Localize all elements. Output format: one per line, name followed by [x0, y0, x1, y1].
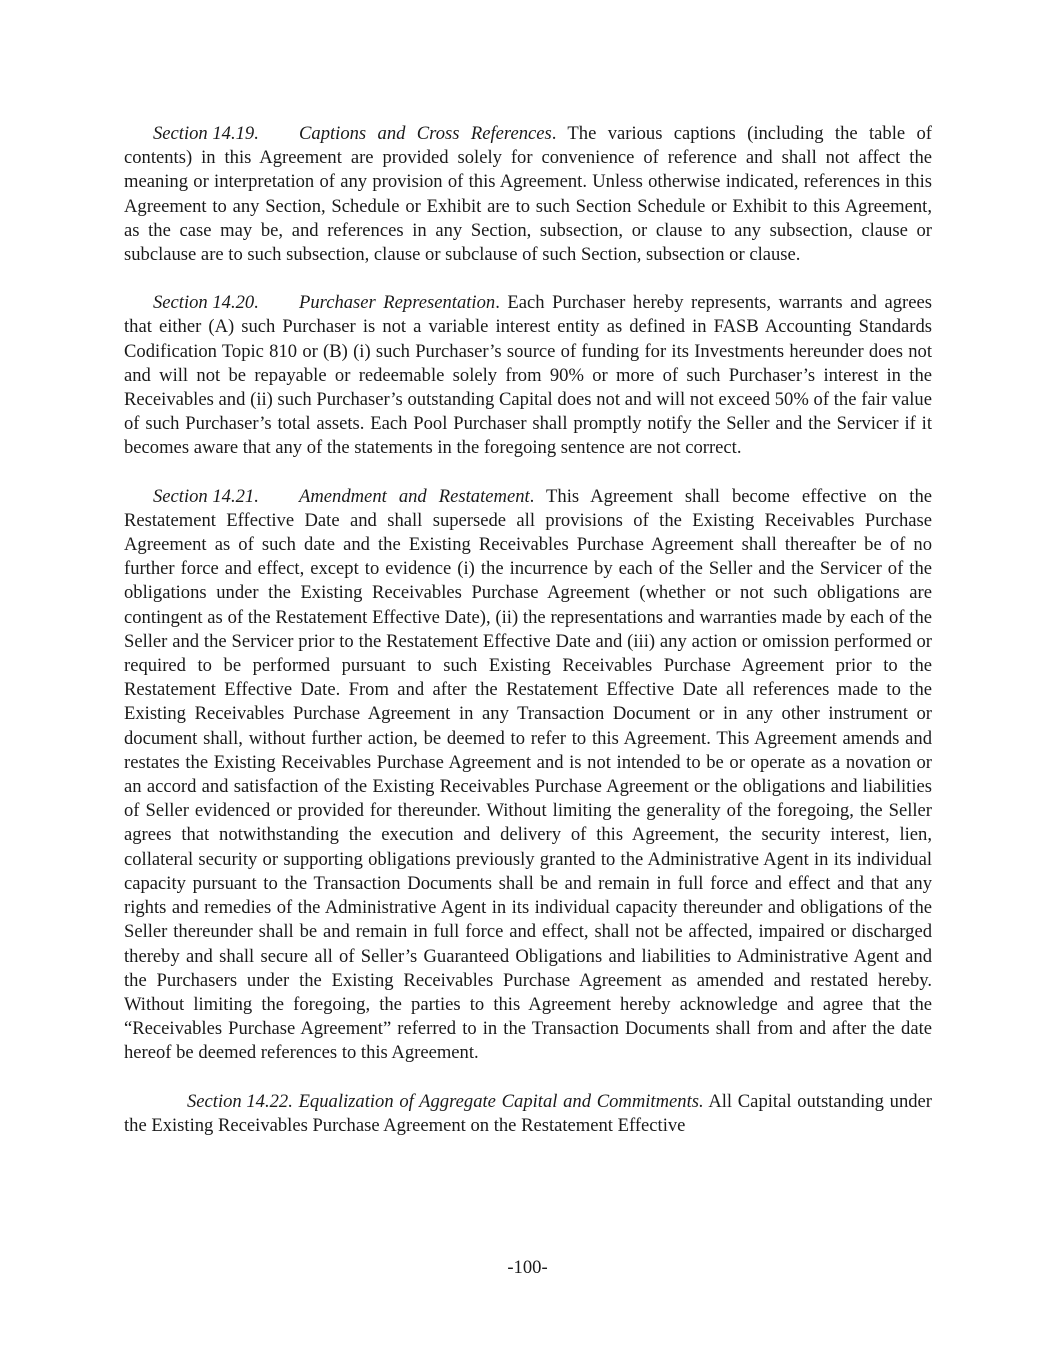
- section-14-21-paragraph: [124, 485, 932, 1066]
- section-title: Purchaser Representation: [299, 292, 496, 314]
- section-title: Equalization of Aggregate Capital and Commitments.: [292, 1090, 704, 1112]
- section-title-suffix: .: [551, 123, 557, 144]
- section-title-suffix: .: [495, 292, 500, 314]
- section-title: Amendment and Restatement: [299, 485, 530, 507]
- section-body: Each Purchaser hereby represents, warrants and agrees that either (A) such Purchaser is not a variable interest entity as defined in FASB Accounting Standards Codification Topic 810 or (B) (i) such Purchaser’s source of funding for its Investments hereunder does not and will not be repayable or redeemable solely from 90% or more of such Purchaser’s interest in the Receivables and (ii) such Purchaser’s outstanding Capital does not and will not exceed 50% of the fair value of such Purchaser’s total assets. Each Pool Purchaser shall promptly notify the Seller and the Servicer if it becomes aware that any of the statements in the foregoing sentence are not correct.: [124, 292, 932, 459]
- section-14-22-paragraph: [124, 1090, 932, 1138]
- section-title-suffix: .: [529, 485, 535, 507]
- section-title: Captions and Cross References: [299, 123, 552, 144]
- section-number: Section 14.20.: [153, 292, 259, 314]
- section-body: The various captions (including the table of contents) in this Agreement are provided solely for convenience of reference and shall not affect the meaning or interpretation of any provision of this Agreement. Unless otherwise indicated, references in this Agreement to any Section, Schedule or Exhibit are to such Section Schedule or Exhibit to this Agreement, as the case may be, and references in any Section, subsection, or clause to any subsection, clause or subclause are to such subsection, clause or subclause of such Section, subsection or clause.: [124, 123, 932, 266]
- section-number: Section 14.22.: [187, 1090, 293, 1112]
- section-number: Section 14.19.: [153, 123, 259, 144]
- section-number: Section 14.21.: [153, 485, 259, 507]
- section-body: This Agreement shall become effective on the Restatement Effective Date and shall supersede all provisions of the Existing Receivables Purchase Agreement as of such date and the Existing Receivables Purchase Agreement shall thereafter be of no further force and effect, except to evidence (i) the incurrence by each of the Seller and the Servicer of the obligations under the Existing Receivables Purchase Agreement (whether or not such obligations are contingent as of the Restatement Effective Date), (ii) the representations and warranties made by each of the Seller and the Servicer prior to the Restatement Effective Date and (iii) any action or omission performed or required to be performed pursuant to such Existing Receivables Purchase Agreement prior to the Restatement Effective Date. From and after the Restatement Effective Date all references made to the Existing Receivables Purchase Agreement in any Transaction Document or in any other instrument or document shall, without further action, be deemed to refer to this Agreement. This Agreement amends and restates the Existing Receivables Purchase Agreement and is not intended to be or operate as a novation or an accord and satisfaction of the Existing Receivables Purchase Agreement or the obligations and liabilities of Seller evidenced or provided for thereunder. Without limiting the generality of the foregoing, the Seller agrees that notwithstanding the execution and delivery of this Agreement, the security interest, lien, collateral security or supporting obligations previously granted to the Administrative Agent in its individual capacity pursuant to the Transaction Documents shall be and remain in full force and effect and that any rights and remedies of the Administrative Agent in its individual capacity thereunder and obligations of the Seller thereunder shall be and remain in full force and effect, shall not be affected, impaired or discharged thereby and shall secure all of Seller’s Guaranteed Obligations and liabilities to Administrative Agent and the Purchasers under the Existing Receivables Purchase Agreement as amended and restated hereby. Without limiting the foregoing, the parties to this Agreement hereby acknowledge and agree that the “Receivables Purchase Agreement” referred to in the Transaction Documents shall from and after the date hereof be deemed references to this Agreement.: [124, 485, 932, 1064]
- section-14-20-paragraph: [124, 291, 932, 460]
- page-number: -100-: [507, 1257, 548, 1278]
- section-body: All Capital outstanding under the Existing Receivables Purchase Agreement on the Restatement Effective: [124, 1090, 932, 1136]
- section-14-19-paragraph: [124, 122, 932, 267]
- document-page: [124, 122, 932, 1138]
